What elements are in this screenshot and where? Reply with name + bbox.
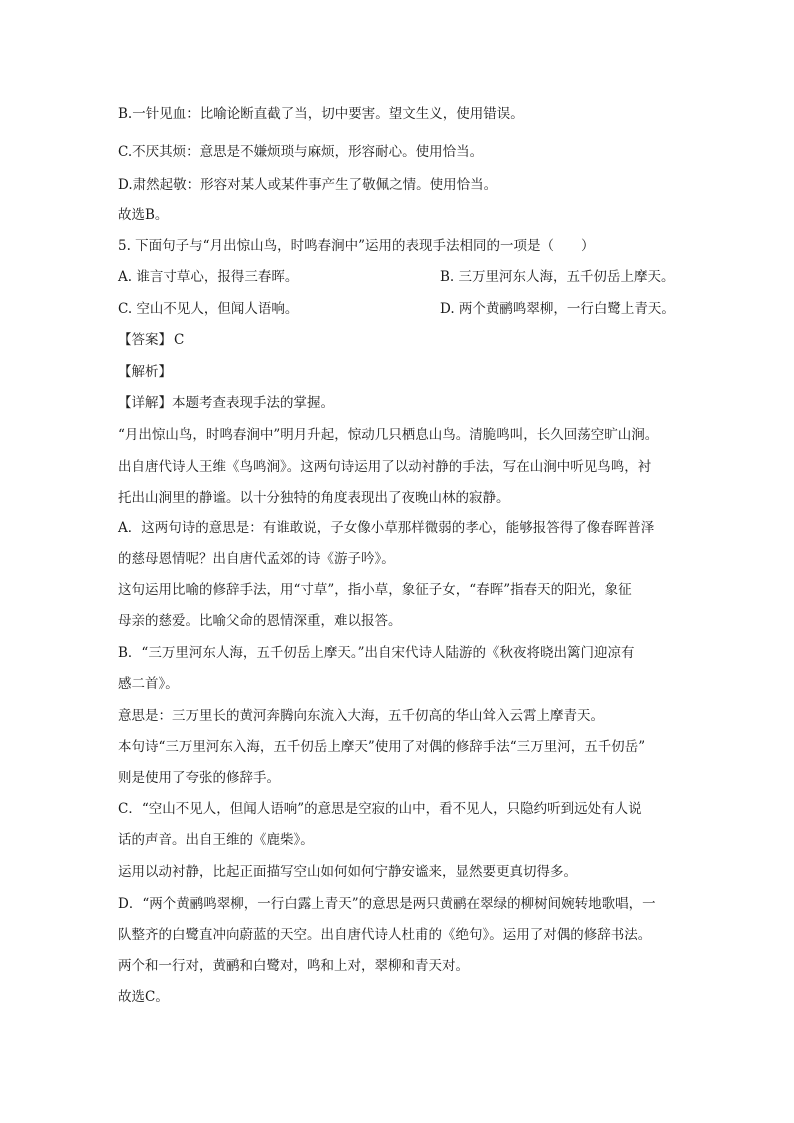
analysis-line: 这句运用比喻的修辞手法，用“寸草”，指小草，象征子女，“春晖”指春天的阳光，象征 bbox=[118, 582, 632, 598]
analysis-line: D．“两个黄鹂鸣翠柳，一行白露上青天”的意思是两只黄鹂在翠绿的柳树间婉转地歌唱，一 bbox=[118, 896, 656, 912]
analysis-line: 感二首》。 bbox=[118, 676, 179, 692]
prev-explanation-d: D.肃然起敬：形容对某人或某件事产生了敬佩之情。使用恰当。 bbox=[118, 177, 498, 193]
analysis-line: 本句诗“三万里河东入海，五千仞岳上摩天”使用了对偶的修辞手法“三万里河，五千仞岳” bbox=[118, 739, 646, 755]
analysis-line: 队整齐的白鹭直冲向蔚蓝的天空。出自唐代诗人杜甫的《绝句》。运用了对偶的修辞书法。 bbox=[118, 927, 652, 943]
option-b: B. 三万里河东人海，五千仞岳上摩天。 bbox=[440, 269, 675, 285]
analysis-line: 运用以动衬静，比起正面描写空山如何如何宁静安谧来，显然要更真切得多。 bbox=[118, 864, 577, 880]
analysis-line: 母亲的慈爱。比喻父命的恩情深重，难以报答。 bbox=[118, 613, 402, 629]
prev-conclusion: 故选B。 bbox=[118, 207, 169, 223]
analysis-line: C．“空山不见人，但闻人语响”的意思是空寂的山中，看不见人，只隐约听到远处有人说 bbox=[118, 801, 642, 817]
analysis-line: “月出惊山鸟，时鸣春涧中”明月升起，惊动几只栖息山鸟。清脆鸣叫，长久回荡空旷山涧。 bbox=[118, 427, 659, 443]
analysis-line: 的慈母恩情呢？出自唐代孟郊的诗《游子吟》。 bbox=[118, 551, 395, 567]
answer-label: 【答案】 bbox=[118, 332, 172, 348]
analysis-line: 两个和一行对，黄鹂和白鹭对，鸣和上对，翠柳和青天对。 bbox=[118, 958, 469, 974]
answer-line bbox=[118, 330, 678, 350]
prev-explanation-c: C.不厌其烦：意思是不嫌烦琐与麻烦，形容耐心。使用恰当。 bbox=[118, 144, 484, 160]
answer-value: C bbox=[174, 332, 185, 348]
analysis-line: 托出山涧里的静谧。以十分独特的角度表现出了夜晚山林的寂静。 bbox=[118, 490, 510, 506]
option-c: C. 空山不见人，但闻人语响。 bbox=[118, 301, 299, 317]
analysis-conclusion: 故选C。 bbox=[118, 989, 169, 1005]
analysis-line: B．“三万里河东人海，五千仞岳上摩天。”出自宋代诗人陆游的《秋夜将晓出篱门迎凉有 bbox=[118, 645, 635, 661]
analysis-line: 出自唐代诗人王维《鸟鸣涧》。这两句诗运用了以动衬静的手法，写在山涧中听见鸟鸣，衬 bbox=[118, 459, 652, 475]
analysis-label: 【解析】 bbox=[118, 364, 172, 380]
analysis-line: 则是使用了夸张的修辞手。 bbox=[118, 770, 280, 786]
analysis-line: 意思是：三万里长的黄河奔腾向东流入大海，五千仞高的华山耸入云霄上摩青天。 bbox=[118, 708, 604, 724]
analysis-line: 话的声音。出自王维的《鹿柴》。 bbox=[118, 832, 314, 848]
analysis-line: A．这两句诗的意思是：有谁敢说，子女像小草那样微弱的孝心，能够报答得了像春晖普泽 bbox=[118, 520, 655, 536]
prev-explanation-b: B.一针见血：比喻论断直截了当，切中要害。望文生义，使用错误。 bbox=[118, 106, 524, 122]
option-d: D. 两个黄鹂鸣翠柳，一行白鹭上青天。 bbox=[440, 301, 675, 317]
option-a: A. 谁言寸草心，报得三春晖。 bbox=[118, 269, 299, 285]
analysis-line: 【详解】本题考查表现手法的掌握。 bbox=[118, 395, 334, 411]
question-stem: 5. 下面句子与“月出惊山鸟，时鸣春涧中”运用的表现手法相同的一项是（ ） bbox=[118, 238, 595, 254]
